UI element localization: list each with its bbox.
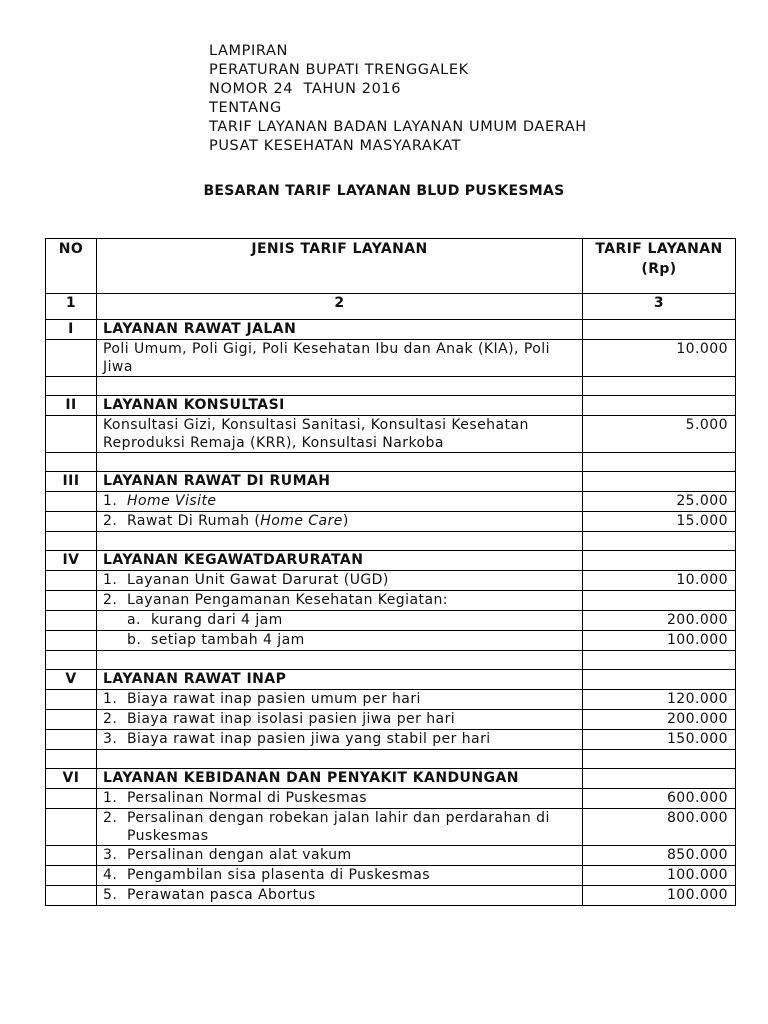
service-name: Biaya rawat inap pasien umum per hari	[127, 691, 421, 707]
service-name: Perawatan pasca Abortus	[127, 887, 316, 903]
empty-cell	[583, 472, 736, 492]
empty-cell	[46, 416, 97, 453]
tariff-price: 150.000	[583, 730, 736, 750]
document-title: BESARAN TARIF LAYANAN BLUD PUSKESMAS	[203, 183, 565, 199]
service-cell	[97, 591, 583, 611]
tariff-price: 100.000	[583, 631, 736, 651]
spacer-row	[46, 532, 736, 551]
service-name: Konsultasi Gizi, Konsultasi Sanitasi, Konsultasi Kesehatan Reproduksi Remaja (KRR), Konsultasi Narkoba	[103, 417, 529, 451]
item-marker: 5.	[103, 887, 118, 903]
numbered-item	[103, 789, 576, 807]
section-row	[46, 396, 736, 416]
section-title: LAYANAN KEBIDANAN DAN PENYAKIT KANDUNGAN	[97, 769, 583, 789]
tariff-price: 850.000	[583, 846, 736, 866]
column-header-no: NO	[46, 239, 97, 294]
service-name-italic: Home Visite	[127, 493, 217, 509]
section-row	[46, 670, 736, 690]
section-title: LAYANAN KONSULTASI	[97, 396, 583, 416]
empty-cell	[97, 750, 583, 769]
item-marker: b.	[127, 632, 142, 648]
service-cell	[97, 416, 583, 453]
empty-cell	[583, 750, 736, 769]
numbered-item	[103, 809, 576, 845]
table-row	[46, 886, 736, 906]
numbered-item	[103, 846, 576, 864]
header-line: PUSAT KESEHATAN MASYARAKAT	[209, 138, 462, 154]
header-line: TENTANG	[209, 100, 282, 116]
service-cell	[97, 809, 583, 846]
column-number-row	[46, 294, 736, 320]
tariff-price: 120.000	[583, 690, 736, 710]
item-text-wrap	[151, 611, 576, 629]
service-cell	[97, 340, 583, 377]
table-row	[46, 611, 736, 631]
item-marker: 2.	[103, 592, 118, 608]
item-text-wrap	[127, 866, 576, 884]
numbered-item	[103, 571, 576, 589]
service-name: Pengambilan sisa plasenta di Puskesmas	[127, 867, 430, 883]
numbered-item	[103, 730, 576, 748]
empty-cell	[583, 320, 736, 340]
tariff-price: 200.000	[583, 611, 736, 631]
table-row	[46, 789, 736, 809]
section-title: LAYANAN RAWAT INAP	[97, 670, 583, 690]
spacer-row	[46, 750, 736, 769]
empty-cell	[46, 377, 97, 396]
empty-cell	[583, 651, 736, 670]
spacer-row	[46, 453, 736, 472]
service-cell	[97, 690, 583, 710]
table-row	[46, 571, 736, 591]
item-text-wrap	[127, 730, 576, 748]
section-number: V	[46, 670, 97, 690]
item-text-wrap	[127, 846, 576, 864]
service-name: Biaya rawat inap pasien jiwa yang stabil per hari	[127, 731, 491, 747]
item-text-wrap	[127, 789, 576, 807]
tariff-price: 100.000	[583, 886, 736, 906]
tarif-header-line1: TARIF LAYANAN	[595, 241, 723, 257]
empty-cell	[46, 492, 97, 512]
service-cell	[97, 710, 583, 730]
table-header-row	[46, 239, 736, 294]
tariff-price: 100.000	[583, 866, 736, 886]
service-cell	[97, 611, 583, 631]
header-line: NOMOR 24 TAHUN 2016	[209, 81, 402, 97]
tariff-price: 800.000	[583, 809, 736, 846]
service-cell	[97, 571, 583, 591]
numbered-item	[103, 710, 576, 728]
attachment-header	[209, 42, 587, 156]
table-row	[46, 340, 736, 377]
service-name: Persalinan Normal di Puskesmas	[127, 790, 367, 806]
service-name: Layanan Pengamanan Kesehatan Kegiatan:	[127, 592, 448, 608]
item-text-wrap	[127, 710, 576, 728]
column-number: 2	[97, 294, 583, 320]
service-cell	[97, 789, 583, 809]
empty-cell	[583, 551, 736, 571]
item-marker: a.	[127, 612, 141, 628]
section-number: I	[46, 320, 97, 340]
numbered-item	[103, 690, 576, 708]
item-marker: 3.	[103, 731, 118, 747]
section-row	[46, 551, 736, 571]
service-name: Rawat Di Rumah (	[127, 513, 261, 529]
tariff-price: 600.000	[583, 789, 736, 809]
table-row	[46, 809, 736, 846]
table-row	[46, 730, 736, 750]
header-line: TARIF LAYANAN BADAN LAYANAN UMUM DAERAH	[209, 119, 587, 135]
service-name-italic: Home Care	[260, 513, 343, 529]
service-cell	[97, 866, 583, 886]
item-marker: 1.	[103, 572, 118, 588]
numbered-item	[103, 492, 576, 510]
section-number: II	[46, 396, 97, 416]
service-name: Persalinan dengan robekan jalan lahir dan perdarahan di Puskesmas	[127, 810, 550, 844]
empty-cell	[46, 631, 97, 651]
section-title: LAYANAN RAWAT DI RUMAH	[97, 472, 583, 492]
tariff-price: 15.000	[583, 512, 736, 532]
empty-cell	[46, 730, 97, 750]
service-name: setiap tambah 4 jam	[151, 632, 305, 648]
table-row	[46, 416, 736, 453]
empty-cell	[583, 532, 736, 551]
service-name: Biaya rawat inap isolasi pasien jiwa per hari	[127, 711, 456, 727]
empty-cell	[583, 396, 736, 416]
service-cell	[97, 512, 583, 532]
empty-cell	[46, 591, 97, 611]
service-name-suffix: )	[342, 513, 349, 529]
section-number: III	[46, 472, 97, 492]
empty-cell	[46, 886, 97, 906]
numbered-item	[103, 591, 576, 609]
numbered-item	[103, 866, 576, 884]
empty-cell	[46, 532, 97, 551]
empty-cell	[46, 453, 97, 472]
spacer-row	[46, 651, 736, 670]
item-text-wrap	[127, 571, 576, 589]
numbered-item	[103, 886, 576, 904]
empty-cell	[583, 453, 736, 472]
empty-cell	[583, 670, 736, 690]
table-row	[46, 690, 736, 710]
tariff-price: 25.000	[583, 492, 736, 512]
empty-cell	[46, 571, 97, 591]
empty-cell	[46, 690, 97, 710]
column-header-jenis: JENIS TARIF LAYANAN	[97, 239, 583, 294]
empty-cell	[46, 750, 97, 769]
header-line: PERATURAN BUPATI TRENGGALEK	[209, 62, 469, 78]
empty-cell	[46, 846, 97, 866]
column-number: 1	[46, 294, 97, 320]
empty-cell	[46, 809, 97, 846]
section-row	[46, 769, 736, 789]
section-title: LAYANAN RAWAT JALAN	[97, 320, 583, 340]
empty-cell	[97, 377, 583, 396]
item-marker: 3.	[103, 847, 118, 863]
tariff-price	[583, 591, 736, 611]
service-cell	[97, 492, 583, 512]
service-name: kurang dari 4 jam	[151, 612, 283, 628]
numbered-item	[103, 631, 576, 649]
empty-cell	[583, 377, 736, 396]
table-row	[46, 631, 736, 651]
empty-cell	[583, 769, 736, 789]
item-text-wrap	[127, 690, 576, 708]
table-row	[46, 710, 736, 730]
empty-cell	[46, 651, 97, 670]
item-text-wrap	[127, 512, 576, 530]
service-cell	[97, 631, 583, 651]
service-cell	[97, 886, 583, 906]
column-header-tarif	[583, 239, 736, 294]
section-row	[46, 320, 736, 340]
empty-cell	[46, 866, 97, 886]
numbered-item	[103, 611, 576, 629]
empty-cell	[46, 340, 97, 377]
item-marker: 1.	[103, 790, 118, 806]
section-number: IV	[46, 551, 97, 571]
item-marker: 2.	[103, 513, 118, 529]
item-marker: 1.	[103, 691, 118, 707]
empty-cell	[46, 611, 97, 631]
item-marker: 2.	[103, 711, 118, 727]
empty-cell	[97, 453, 583, 472]
service-cell	[97, 846, 583, 866]
tariff-price: 5.000	[583, 416, 736, 453]
item-text-wrap	[151, 631, 576, 649]
item-text-wrap	[127, 591, 576, 609]
table-row	[46, 866, 736, 886]
empty-cell	[46, 512, 97, 532]
table-body	[46, 320, 736, 906]
section-row	[46, 472, 736, 492]
tariff-table	[45, 238, 736, 906]
service-name: Poli Umum, Poli Gigi, Poli Kesehatan Ibu dan Anak (KIA), Poli Jiwa	[103, 341, 550, 375]
empty-cell	[97, 532, 583, 551]
tarif-header-line2: (Rp)	[641, 261, 677, 277]
item-marker: 4.	[103, 867, 118, 883]
section-number: VI	[46, 769, 97, 789]
tariff-price: 200.000	[583, 710, 736, 730]
tariff-price: 10.000	[583, 340, 736, 377]
empty-cell	[46, 789, 97, 809]
service-name: Layanan Unit Gawat Darurat (UGD)	[127, 572, 389, 588]
service-cell	[97, 730, 583, 750]
column-number: 3	[583, 294, 736, 320]
empty-cell	[97, 651, 583, 670]
service-name: Persalinan dengan alat vakum	[127, 847, 352, 863]
tariff-price: 10.000	[583, 571, 736, 591]
item-text-wrap	[127, 886, 576, 904]
table-row	[46, 846, 736, 866]
table-row	[46, 492, 736, 512]
item-text-wrap	[127, 809, 576, 845]
table-row	[46, 512, 736, 532]
item-marker: 2.	[103, 810, 118, 826]
table-row	[46, 591, 736, 611]
item-text-wrap	[127, 492, 576, 510]
section-title: LAYANAN KEGAWATDARURATAN	[97, 551, 583, 571]
empty-cell	[46, 710, 97, 730]
header-line: LAMPIRAN	[209, 43, 288, 59]
item-marker: 1.	[103, 493, 118, 509]
spacer-row	[46, 377, 736, 396]
numbered-item	[103, 512, 576, 530]
